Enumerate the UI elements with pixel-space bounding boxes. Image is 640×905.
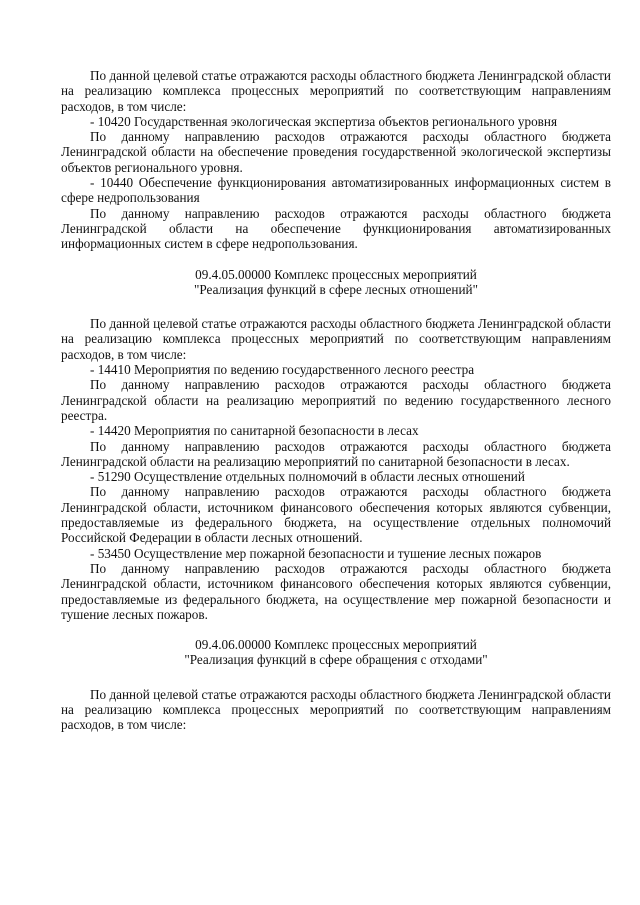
list-item: - 51290 Осуществление отдельных полномочий в области лесных отношений bbox=[90, 469, 525, 485]
paragraph: По данной целевой статье отражаются расходы областного бюджета Ленинградской области на реализацию комплекса процессных мероприятий по соответствующим направлениям расходов, в том числе: bbox=[61, 316, 611, 362]
paragraph: По данному направлению расходов отражаются расходы областного бюджета Ленинградской области на реализацию мероприятий по ведению государственного лесного реестра. bbox=[61, 377, 611, 423]
paragraph: По данному направлению расходов отражаются расходы областного бюджета Ленинградской области, источником финансового обеспечения которых являются субвенции, предоставляемые из федерального бюджета, на осуществление мер пожарной безопасности и тушение лесных пожаров. bbox=[61, 560, 611, 622]
paragraph: По данному направлению расходов отражаются расходы областного бюджета Ленинградской области, источником финансового обеспечения которых являются субвенции, предоставляемые из федерального бюджета, на осуществление отдельных полномочий Российской Федерации в области лесных отношений. bbox=[61, 484, 611, 546]
list-item: - 53450 Осуществление мер пожарной безопасности и тушение лесных пожаров bbox=[90, 545, 542, 561]
paragraph: По данной целевой статье отражаются расходы областного бюджета Ленинградской области на реализацию комплекса процессных мероприятий по соответствующим направлениям расходов, в том числе: bbox=[61, 68, 611, 114]
paragraph: По данной целевой статье отражаются расходы областного бюджета Ленинградской области на реализацию комплекса процессных мероприятий по соответствующим направлениям расходов, в том числе: bbox=[61, 686, 611, 733]
list-item: - 14420 Мероприятия по санитарной безопасности в лесах bbox=[90, 423, 419, 439]
list-item: - 10420 Государственная экологическая экспертиза объектов регионального уровня bbox=[90, 113, 558, 129]
section-heading bbox=[61, 637, 611, 668]
section-heading-line: "Реализация функций в сфере обращения с отходами" bbox=[184, 652, 488, 668]
section-heading-line: 09.4.06.00000 Комплекс процессных мероприятий bbox=[195, 637, 477, 653]
section-heading-line: "Реализация функций в сфере лесных отношений" bbox=[194, 281, 478, 297]
document-page bbox=[61, 68, 611, 733]
paragraph: По данному направлению расходов отражаются расходы областного бюджета Ленинградской области на обеспечение проведения государственной экологической экспертизы объектов регионального уровня. bbox=[61, 129, 611, 175]
list-item: - 14410 Мероприятия по ведению государственного лесного реестра bbox=[90, 362, 475, 378]
section-heading bbox=[61, 267, 611, 298]
paragraph: По данному направлению расходов отражаются расходы областного бюджета Ленинградской области на реализацию мероприятий по санитарной безопасности в лесах. bbox=[61, 438, 611, 469]
paragraph: По данному направлению расходов отражаются расходы областного бюджета Ленинградской области на обеспечение функционирования автоматизированных информационных систем в сфере недропользования. bbox=[61, 205, 611, 252]
section-heading-line: 09.4.05.00000 Комплекс процессных мероприятий bbox=[195, 266, 477, 282]
list-item: - 10440 Обеспечение функционирования автоматизированных информационных систем в сфере недропользования bbox=[61, 175, 611, 206]
